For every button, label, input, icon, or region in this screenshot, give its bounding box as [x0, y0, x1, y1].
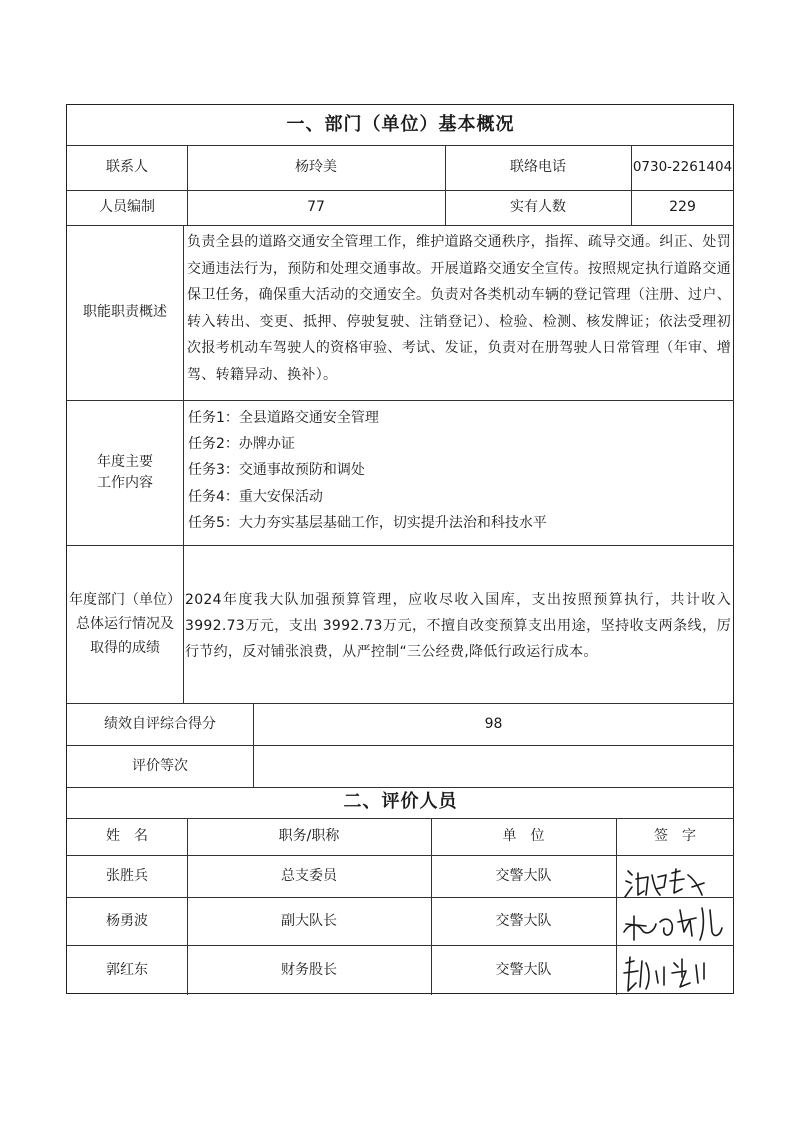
section1-title: 一、部门（单位）基本概况: [286, 113, 515, 135]
evaluator-unit: 交警大队: [495, 867, 552, 884]
header-signature: 签 字: [654, 828, 696, 845]
tasks-label: [67, 400, 183, 545]
section2-title: 二、评价人员: [343, 791, 458, 813]
task-item: 任务3：交通事故预防和调处: [188, 462, 365, 479]
overall-label-line1: 年度部门（单位）: [69, 592, 181, 608]
header-name: 姓 名: [106, 828, 148, 845]
evaluator-name: 张胜兵: [106, 867, 148, 884]
evaluator-unit: 交警大队: [495, 961, 552, 978]
task-item: 任务2：办牌办证: [188, 436, 295, 453]
evaluator-name: 杨勇波: [106, 912, 148, 929]
overall-text: 2024年度我大队加强预算管理，应收尽收入国库，支出按照预算执行，共计收入3992.73万元，支出 3992.73万元，不擅自改变预算支出用途，坚持收支两条线，厉行节约，反对铺张浪费，从严控制“三公经费,降低行政运行成本。: [185, 592, 731, 660]
contact-value: 杨玲美: [295, 159, 337, 176]
signature-image: [620, 865, 720, 903]
evaluator-name: 郭红东: [106, 961, 148, 978]
evaluation-form: [66, 104, 734, 994]
signature-image: [620, 902, 730, 944]
duty-text: 负责全县的道路交通安全管理工作，维护道路交通秩序，指挥、疏导交通。纠正、处罚交通违法行为，预防和处理交通事故。开展道路交通安全宣传。按照规定执行道路交通保卫任务，确保重大活动的交通安全。负责对各类机动车辆的登记管理（注册、过户、转入转出、变更、抵押、停驶复驶、注销登记）、检验、检测、核发牌证；依法受理初次报考机动车驾驶人的资格审验、考试、发证，负责对在册驾驶人日常管理（年审、增驾、转籍异动、换补）。: [187, 234, 731, 383]
tasks-label-line1: 年度主要: [97, 454, 153, 471]
staff-value: 77: [307, 199, 325, 216]
evaluator-title: 总支委员: [281, 867, 337, 884]
evaluator-title: 副大队长: [281, 912, 337, 929]
phone-value: 0730-2261404: [632, 158, 733, 175]
signature-image: [620, 953, 720, 997]
grade-value: [253, 745, 734, 787]
tasks-label-line2: 工作内容: [97, 474, 153, 491]
overall-label-line3: 取得的成绩: [90, 640, 160, 656]
header-title: 职务/职称: [278, 828, 340, 845]
task-item: 任务5：大力夯实基层基础工作，切实提升法治和科技水平: [188, 514, 547, 531]
evaluator-unit: 交警大队: [495, 912, 552, 929]
task-item: 任务4：重大安保活动: [188, 488, 323, 505]
tasks-list: [188, 405, 728, 536]
grade-label: 评价等次: [132, 757, 188, 774]
actual-value: 229: [669, 199, 696, 216]
evaluator-title: 财务股长: [281, 961, 337, 978]
phone-label: 联络电话: [510, 159, 566, 176]
actual-label: 实有人数: [510, 199, 566, 216]
score-label: 绩效自评综合得分: [104, 715, 216, 732]
header-unit: 单 位: [502, 828, 545, 845]
contact-label: 联系人: [106, 159, 148, 176]
overall-label-line2: 总体运行情况及: [76, 616, 174, 632]
staff-label: 人员编制: [99, 199, 155, 216]
overall-label: [67, 545, 183, 703]
duty-label: 职能职责概述: [83, 304, 167, 321]
score-value: 98: [484, 715, 503, 732]
task-item: 任务1：全县道路交通安全管理: [188, 410, 379, 426]
